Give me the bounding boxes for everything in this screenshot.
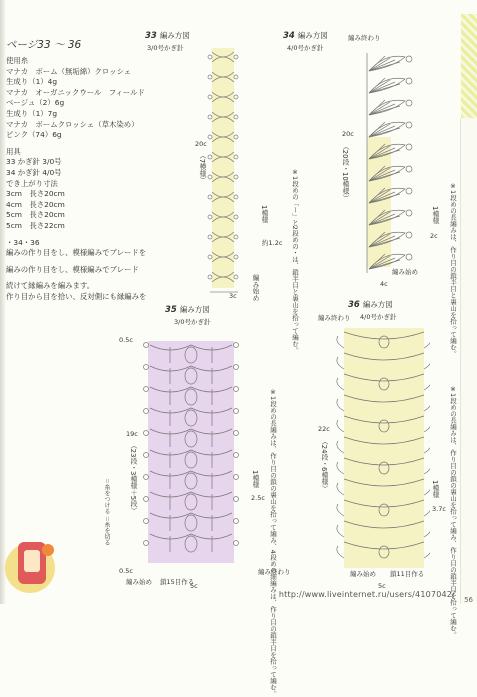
picot-mark xyxy=(234,55,238,59)
diagram-35-width: 5c xyxy=(190,582,198,590)
diagram-35-hook: 3/0号かぎ針 xyxy=(174,318,211,326)
picot-mark xyxy=(406,100,412,106)
picot-mark xyxy=(234,135,238,139)
picot-mark xyxy=(208,255,212,259)
picot-mark xyxy=(144,541,149,546)
picot-mark xyxy=(208,115,212,119)
picot-mark xyxy=(406,144,412,150)
picot-mark xyxy=(208,135,212,139)
picot-mark xyxy=(234,275,238,279)
picot-mark xyxy=(234,155,238,159)
stitch-mark xyxy=(369,126,395,137)
diagram-36-band xyxy=(344,328,424,568)
picot-mark xyxy=(234,519,239,524)
picot-mark xyxy=(234,235,238,239)
diagram-34-start: 編み始め xyxy=(392,268,418,276)
instruction-line: 編みの作り目をし、模様編みでブレード xyxy=(6,264,139,274)
diagram-34-title: 34 編み方図 xyxy=(283,31,328,41)
diagram-33-length: 20c xyxy=(195,140,207,148)
picot-mark xyxy=(208,75,212,79)
diagram-35-title: 35 編み方図 xyxy=(165,305,210,315)
instruction-line: 5cm 長さ22cm xyxy=(6,220,65,230)
picot-mark xyxy=(234,409,239,414)
instruction-line: ベージュ（2）6g xyxy=(6,98,65,108)
instruction-line: ・34・36 xyxy=(6,237,40,247)
picot-mark xyxy=(406,56,412,62)
diagram-34-width: 4c xyxy=(380,280,388,288)
picot-mark xyxy=(234,453,239,458)
diagram-35-note: ※1段めの長編みは、作り目の鎖の裏山を拾って編み、4段めの細編みは、作り目の鎖半目を拾って編む。 xyxy=(269,388,277,697)
diagram-33-hook: 3/0号かぎ針 xyxy=(147,44,184,52)
diagram-35-start: 編み始め xyxy=(126,578,152,586)
picot-mark xyxy=(234,431,239,436)
picot-mark xyxy=(234,215,238,219)
instruction-line: でき上がり寸法 xyxy=(6,178,58,188)
diagram-35-bottom-edge: 0.5c xyxy=(119,567,133,575)
section-title: ページ33 〜 36 xyxy=(6,39,82,51)
diagram-33-repeat: 1模様 xyxy=(260,205,268,223)
picot-mark xyxy=(144,519,149,524)
diagram-34-end: 編み終わり xyxy=(348,34,381,42)
picot-mark xyxy=(208,275,212,279)
diagram-34-length: 20c xyxy=(342,130,354,138)
picot-mark xyxy=(406,78,412,84)
picot-mark xyxy=(208,55,212,59)
picot-mark xyxy=(406,254,412,260)
site-logo xyxy=(4,530,62,598)
diagram-36-repeat-size: 3.7c xyxy=(432,505,446,513)
page-number: 56 xyxy=(464,596,473,604)
stitch-mark xyxy=(369,104,395,115)
diagram-34-chart xyxy=(345,45,445,280)
picot-mark xyxy=(234,365,239,370)
diagram-36-rows: （24段・6模様） xyxy=(320,438,328,492)
picot-mark xyxy=(406,166,412,172)
diagram-34-repeat: 1模様 xyxy=(431,206,439,224)
instruction-line: 4cm 長さ20cm xyxy=(6,199,65,209)
picot-mark xyxy=(144,409,149,414)
instruction-line: 用具 xyxy=(6,146,21,156)
picot-mark xyxy=(234,175,238,179)
picot-mark xyxy=(234,115,238,119)
diagram-33-width: 3c xyxy=(229,292,237,300)
diagram-33-rows: （7模様） xyxy=(198,152,206,184)
picot-mark xyxy=(144,365,149,370)
picot-mark xyxy=(208,95,212,99)
diagram-35-stitches: 鎖15目作る xyxy=(160,578,195,586)
diagram-36-title: 36 編み方図 xyxy=(348,300,393,310)
picot-mark xyxy=(144,475,149,480)
instruction-line: 5cm 長さ20cm xyxy=(6,210,65,220)
diagram-36-width: 5c xyxy=(378,582,386,590)
instruction-line: ピンク（74）6g xyxy=(6,130,62,140)
picot-mark xyxy=(234,75,238,79)
picot-mark xyxy=(234,255,238,259)
picot-mark xyxy=(208,155,212,159)
instruction-line: 使用糸 xyxy=(6,56,29,65)
picot-mark xyxy=(144,343,149,348)
diagram-34-repeat-size: 2c xyxy=(430,232,438,240)
diagram-35-length: 19c xyxy=(126,430,138,438)
picot-mark xyxy=(144,497,149,502)
pattern-instructions xyxy=(6,38,147,302)
diagram-33-repeat-size: 約1.2c xyxy=(262,239,283,247)
instruction-line: マナカ オーガニックウール フィールド xyxy=(6,87,145,97)
diagram-35-end: 編み終わり xyxy=(258,568,291,576)
diagram-33-band xyxy=(212,48,234,288)
picot-mark xyxy=(144,453,149,458)
diagram-34-hook: 4/0号かぎ針 xyxy=(287,44,324,52)
instruction-line: 作り目から目を拾い、反対側にも縁編みを xyxy=(6,291,147,301)
instruction-line: 33 かぎ針 3/0号 xyxy=(6,157,62,167)
picot-mark xyxy=(144,431,149,436)
picot-mark xyxy=(406,188,412,194)
diagram-36-chart xyxy=(330,322,430,577)
stitch-mark xyxy=(369,60,395,71)
picot-mark xyxy=(234,497,239,502)
instruction-line: 続けて縁編みを編みます。 xyxy=(6,281,95,291)
picot-mark xyxy=(234,95,238,99)
instruction-line: 34 かぎ針 4/0号 xyxy=(6,167,62,177)
picot-mark xyxy=(234,343,239,348)
page-edge xyxy=(460,118,477,604)
diagram-35-legend: ＝糸をつける ＝糸を切る xyxy=(103,478,110,546)
picot-mark xyxy=(234,475,239,480)
diagram-35-rows: （23段・3模様＋5段） xyxy=(129,442,137,514)
instruction-line: マナカ ボーム（無垢綿）クロッシェ xyxy=(6,66,132,76)
picot-mark xyxy=(144,387,149,392)
diagram-36-hook: 4/0号かぎ針 xyxy=(360,313,397,321)
diagram-36-start: 編み始め xyxy=(350,570,376,578)
decorative-edge-stripe xyxy=(461,14,477,118)
picot-mark xyxy=(208,195,212,199)
diagram-36-length: 22c xyxy=(318,425,330,433)
picot-mark xyxy=(234,387,239,392)
picot-mark xyxy=(406,232,412,238)
diagram-34-note: ※1段めの長編みは、作り目の鎖半目と裏山を拾って編む。 xyxy=(449,182,457,357)
diagram-35-repeat: 1模様 xyxy=(251,470,259,488)
picot-mark xyxy=(234,541,239,546)
picot-mark xyxy=(208,235,212,239)
diagram-33-start: 編み始め xyxy=(251,274,259,302)
picot-mark xyxy=(234,195,238,199)
diagram-35-top-edge: 0.5c xyxy=(119,336,133,344)
instruction-line: 生成り（1）4g xyxy=(6,77,58,87)
instruction-line: 編みの作り目をし、模様編みでブレードを xyxy=(6,248,147,258)
diagram-33-title: 33 編み方図 xyxy=(145,31,190,41)
diagram-36-end: 編み終わり xyxy=(318,314,351,322)
picot-mark xyxy=(208,175,212,179)
diagram-36-repeat: 1模様 xyxy=(431,480,439,498)
diagram-34-rows: （20段・10模様） xyxy=(341,143,349,202)
diagram-35-chart xyxy=(140,327,250,577)
stitch-mark xyxy=(369,82,395,93)
watermark-url: http://www.liveinternet.ru/users/4107042/ xyxy=(278,590,455,599)
instruction-lines xyxy=(6,56,147,302)
picot-mark xyxy=(406,210,412,216)
diagram-33-note: ※1段めの「ー」と2段めの・は、鎖半目と裏山を拾って編む。 xyxy=(291,168,299,354)
instruction-line: 3cm 長さ20cm xyxy=(6,189,65,199)
diagram-36-stitches: 鎖11目作る xyxy=(390,570,425,578)
diagram-35-repeat-size: 2.5c xyxy=(251,494,265,502)
instruction-line: 生成り（1）7g xyxy=(6,108,58,118)
instruction-line: マナカ ボームクロッシェ（草木染め） xyxy=(6,119,139,129)
picot-mark xyxy=(406,122,412,128)
picot-mark xyxy=(208,215,212,219)
diagram-36-note: ※1段めの長編みは、作り目の鎖の裏山を拾って編み、作り目の鎖半目を拾って編む。 xyxy=(449,385,457,638)
